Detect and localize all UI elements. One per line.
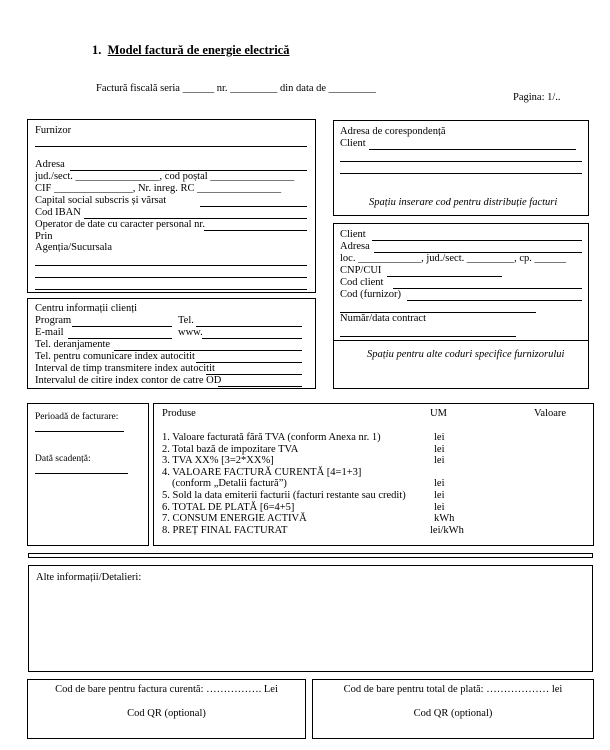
product-row-um: lei bbox=[434, 443, 445, 455]
other-info-box bbox=[28, 565, 593, 672]
title-text: Model factură de energie electrică bbox=[107, 43, 290, 57]
product-row-um: lei bbox=[434, 478, 445, 490]
client-label: Client bbox=[340, 229, 366, 240]
client-box bbox=[333, 223, 589, 389]
supplier-address-label: Adresa bbox=[35, 159, 65, 170]
info-email-label: E-mail bbox=[35, 327, 64, 338]
info-fault-tel-label: Tel. deranjamente bbox=[35, 339, 111, 350]
info-tel-label: Tel. bbox=[178, 315, 194, 326]
supplier-capital-label: Capital social subscris și vărsat bbox=[35, 195, 167, 206]
qr-right-label: Cod QR (optional) bbox=[413, 708, 493, 719]
supplier-operator-label: Operator de date cu caracter personal nr. bbox=[35, 219, 205, 230]
supplier-jud-line: jud./sect. ________________, cod poștal ________________ bbox=[35, 171, 295, 182]
supplier-agency-label: Agenția/Sucursala bbox=[35, 242, 112, 253]
value-header: Valoare bbox=[534, 408, 567, 419]
invoice-series-line: Factură fiscală seria ______ nr. _________ din data de _________ bbox=[96, 83, 376, 94]
supplier-prin-label: Prin bbox=[35, 231, 53, 242]
supplier-box bbox=[27, 119, 316, 293]
title-number: 1. bbox=[92, 43, 102, 57]
product-row-label: 1. Valoare facturată fără TVA (conform Anexa nr. 1) bbox=[162, 432, 381, 443]
info-www-label: www. bbox=[178, 327, 203, 338]
billing-period-label: Perioadă de facturare: bbox=[35, 412, 119, 422]
um-header: UM bbox=[430, 408, 447, 419]
product-row-um: lei/kWh bbox=[430, 524, 464, 536]
other-info-title: Alte informații/Detalieri: bbox=[36, 572, 142, 583]
client-contract-label: Număr/data contract bbox=[340, 313, 426, 324]
info-interval-send-label: Interval de timp transmitere index autocitit bbox=[35, 363, 215, 374]
product-row-label: 2. Total bază de impozitare TVA bbox=[162, 443, 299, 455]
product-row-um: lei bbox=[434, 432, 445, 443]
product-row-label: 6. TOTAL DE PLATĂ [6=4+5] bbox=[162, 501, 295, 513]
product-row-label: 3. TVA XX% [3=2*XX%] bbox=[162, 455, 274, 467]
client-loc-line: loc. ____________, jud./sect. _________, cp. ______ bbox=[340, 253, 567, 264]
info-interval-read-label: Intervalul de citire index contor de catre OD bbox=[35, 375, 222, 386]
info-program-label: Program bbox=[35, 315, 72, 326]
client-address-label: Adresa bbox=[340, 241, 370, 252]
product-row-label: 7. CONSUM ENERGIE ACTIVĂ bbox=[162, 513, 307, 525]
period-box bbox=[27, 403, 149, 546]
product-row-label: 5. Sold la data emiterii facturii (facturi restante sau credit) bbox=[162, 490, 406, 501]
supplier-iban-label: Cod IBAN bbox=[35, 207, 81, 218]
product-row-label: 8. PREȚ FINAL FACTURAT bbox=[162, 524, 288, 536]
due-date-label: Dată scadență: bbox=[35, 454, 91, 464]
supplier-cif-line: CIF _______________, Nr. inreg. RC ________________ bbox=[35, 183, 282, 194]
correspondence-box bbox=[333, 120, 589, 216]
products-header: Produse bbox=[162, 408, 196, 419]
distribution-code-space: Spațiu inserare cod pentru distribuție facturi bbox=[369, 197, 558, 208]
client-supplier-code-label: Cod (furnizor) bbox=[340, 289, 401, 300]
total-barcode-label: Cod de bare pentru total de plată: ……………… lei bbox=[343, 684, 563, 695]
separator-bar bbox=[28, 553, 593, 558]
product-row-um: lei bbox=[434, 501, 445, 513]
page-number: Pagina: 1/.. bbox=[513, 92, 561, 103]
product-row-label: (conform „Detalii factură”) bbox=[172, 478, 287, 490]
supplier-title: Furnizor bbox=[35, 125, 72, 136]
qr-left-label: Cod QR (optional) bbox=[127, 708, 206, 719]
correspondence-title: Adresa de corespondență bbox=[340, 126, 446, 137]
product-row-um: lei bbox=[434, 455, 445, 467]
current-barcode-label: Cod de bare pentru factura curentă: ……………. Lei bbox=[55, 684, 278, 695]
product-row-um: lei bbox=[434, 490, 445, 501]
info-self-read-tel-label: Tel. pentru comunicare index autocitit bbox=[35, 351, 195, 362]
product-row-label: 4. VALOARE FACTURĂ CURENTĂ [4=1+3] bbox=[162, 466, 362, 478]
other-codes-space: Spațiu pentru alte coduri specifice furnizorului bbox=[367, 349, 565, 360]
products-box bbox=[153, 403, 594, 546]
product-row-um: kWh bbox=[434, 513, 455, 525]
client-cnp-label: CNP/CUI bbox=[340, 265, 382, 276]
page-title bbox=[92, 43, 290, 58]
client-code-label: Cod client bbox=[340, 277, 384, 288]
total-barcode-box bbox=[312, 679, 594, 739]
info-center-box bbox=[27, 298, 316, 389]
current-barcode-box bbox=[27, 679, 306, 739]
info-center-title: Centru informații clienți bbox=[35, 303, 138, 314]
correspondence-client-label: Client bbox=[340, 138, 366, 149]
